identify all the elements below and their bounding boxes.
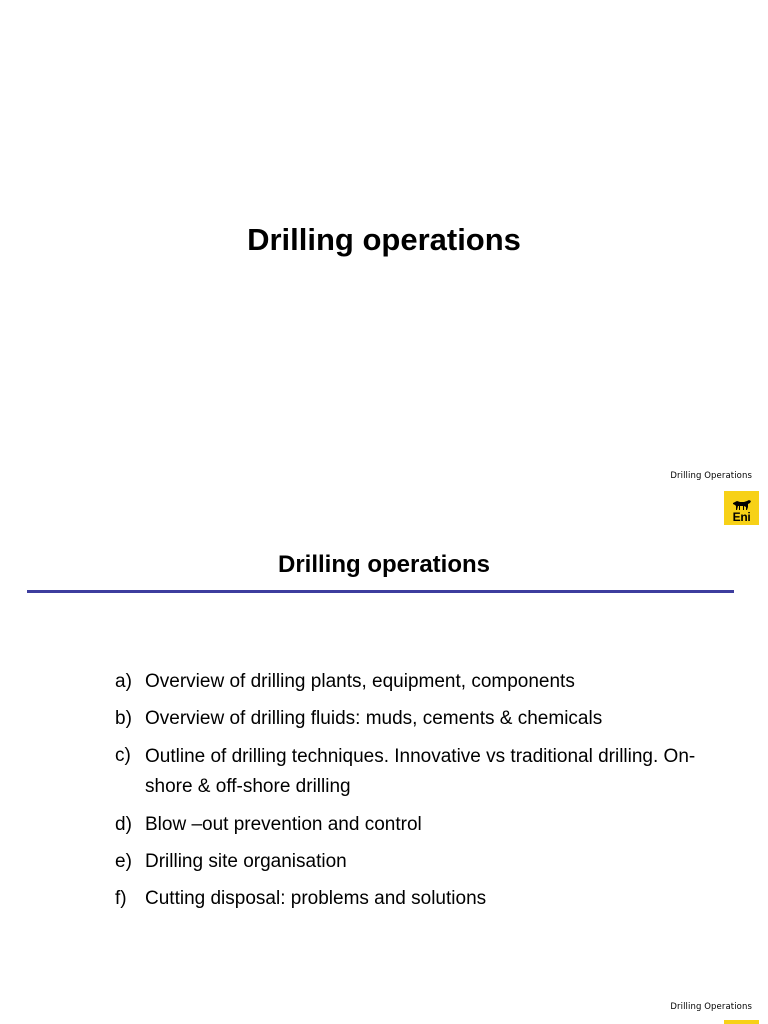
agenda-text: Cutting disposal: problems and solutions <box>145 888 487 909</box>
agenda-item <box>115 885 735 913</box>
agenda-marker: a) <box>115 671 132 692</box>
eni-logo <box>724 491 759 525</box>
slide-title: Drilling operations <box>277 551 490 578</box>
agenda-marker: c) <box>115 745 131 766</box>
agenda-item <box>115 848 735 876</box>
agenda-marker: b) <box>115 708 132 729</box>
agenda-text: Blow –out prevention and control <box>145 814 422 835</box>
agenda-list <box>115 668 735 922</box>
agenda-item <box>115 705 735 733</box>
title-divider <box>27 590 734 593</box>
agenda-item <box>115 742 735 802</box>
agenda-marker: f) <box>115 888 127 909</box>
logo-wordmark: Eni <box>732 510 751 524</box>
agenda-item <box>115 668 735 696</box>
agenda-text: Drilling site organisation <box>145 851 347 872</box>
agenda-text: Overview of drilling plants, equipment, components <box>145 671 575 692</box>
agenda-item <box>115 811 735 839</box>
eni-logo <box>724 1020 759 1024</box>
slide-title: Drilling operations <box>247 222 521 257</box>
agenda-marker: d) <box>115 814 132 835</box>
header-label: Drilling Operations <box>670 471 752 481</box>
agenda-marker: e) <box>115 851 132 872</box>
agenda-text: Outline of drilling techniques. Innovative vs traditional drilling. On-shore & off-shore drilling <box>145 746 696 797</box>
agenda-text: Overview of drilling fluids: muds, cements & chemicals <box>145 708 603 729</box>
header-label: Drilling Operations <box>670 1002 752 1012</box>
